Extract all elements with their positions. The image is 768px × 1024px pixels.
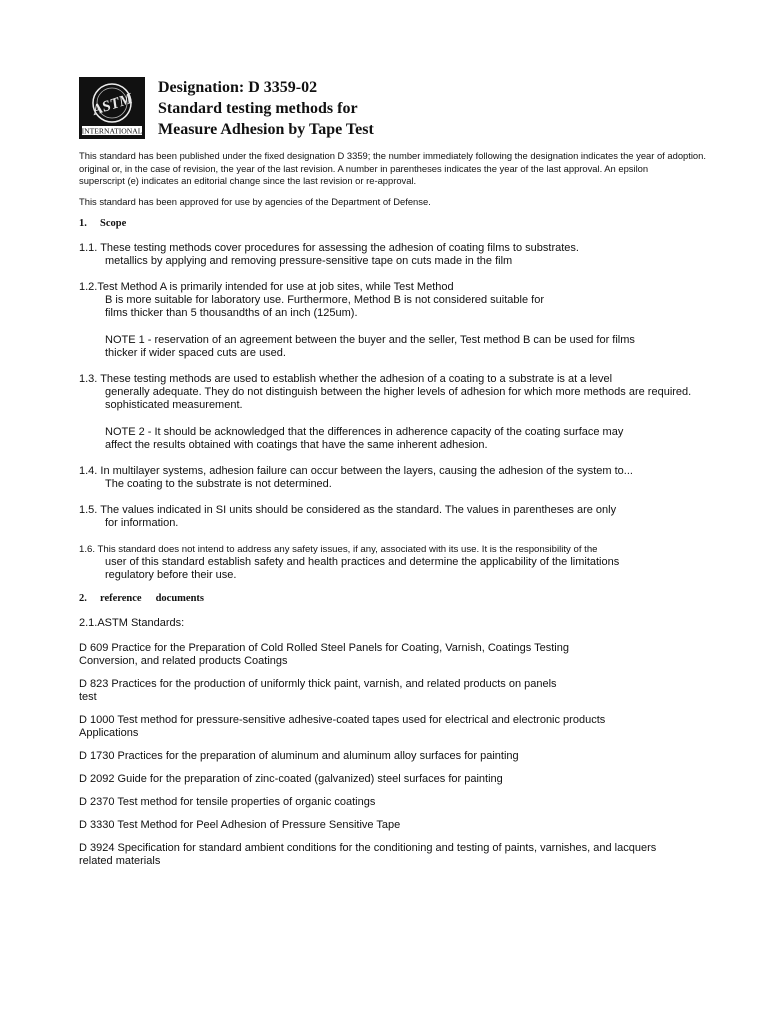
- text-line: films thicker than 5 thousandths of an inch (125um).: [105, 307, 358, 319]
- text-line: Conversion, and related products Coatings: [79, 655, 288, 667]
- text-line: generally adequate. They do not distinguish between the higher levels of adhesion for which more methods are required.: [105, 386, 692, 398]
- paragraph-1-6: [79, 543, 694, 582]
- text-line: D 823 Practices for the production of uniformly thick paint, varnish, and related products on panels: [79, 678, 557, 690]
- reference-d3924: [79, 842, 694, 868]
- section-number: 1.: [79, 218, 87, 229]
- text-line: regulatory before their use.: [105, 569, 237, 581]
- subsection-2-1: 2.1.ASTM Standards:: [79, 617, 185, 629]
- text-line: B is more suitable for laboratory use. Furthermore, Method B is not considered suitable for: [105, 294, 544, 306]
- note-1: [79, 334, 694, 360]
- designation: Designation: D 3359-02: [158, 79, 318, 96]
- reference-d3330: D 3330 Test Method for Peel Adhesion of Pressure Sensitive Tape: [79, 819, 401, 831]
- paragraph-1-5: [79, 504, 694, 530]
- text-line: sophisticated measurement.: [105, 399, 243, 411]
- intro-line: superscript (e) indicates an editorial change since the last revision or re-approval.: [79, 175, 417, 186]
- text-line: D 609 Practice for the Preparation of Cold Rolled Steel Panels for Coating, Varnish, Coatings Testing: [79, 642, 569, 654]
- text-line: NOTE 2 - It should be acknowledged that the differences in adherence capacity of the coating surface may: [105, 426, 624, 438]
- text-line: user of this standard establish safety and health practices and determine the applicability of the limitations: [105, 556, 620, 568]
- intro-line: original or, in the case of revision, the year of the last revision. A number in parentheses indicates the year of the last approval. An epsilon: [79, 162, 649, 174]
- section-title-word: reference: [100, 593, 142, 604]
- intro-paragraph: [79, 150, 706, 188]
- paragraph-1-2: [79, 281, 694, 320]
- section-number: 2.: [79, 593, 87, 604]
- note-2: [79, 426, 694, 452]
- section-2-heading: [79, 593, 694, 604]
- text-line: D 1000 Test method for pressure-sensitive adhesive-coated tapes used for electrical and electronic products: [79, 714, 606, 726]
- section-1-heading: [79, 218, 694, 229]
- dod-statement: This standard has been approved for use by agencies of the Department of Defense.: [79, 195, 431, 207]
- text-line: 1.1. These testing methods cover procedures for assessing the adhesion of coating films to substrates.: [79, 242, 579, 254]
- paragraph-1-4: [79, 465, 694, 491]
- reference-d1000: [79, 714, 694, 740]
- reference-d1730: D 1730 Practices for the preparation of aluminum and aluminum alloy surfaces for painting: [79, 750, 519, 762]
- reference-d2092: D 2092 Guide for the preparation of zinc-coated (galvanized) steel surfaces for painting: [79, 773, 503, 785]
- text-line: affect the results obtained with coatings that have the same inherent adhesion.: [105, 439, 488, 451]
- text-line: 1.5. The values indicated in SI units should be considered as the standard. The values in parentheses are only: [79, 504, 617, 516]
- text-line: thicker if wider spaced cuts are used.: [105, 347, 286, 359]
- text-line: The coating to the substrate is not determined.: [105, 478, 332, 490]
- text-line: test: [79, 691, 97, 703]
- text-line: Applications: [79, 727, 139, 739]
- paragraph-1-3: [79, 373, 694, 412]
- reference-d2370: D 2370 Test method for tensile properties of organic coatings: [79, 796, 376, 808]
- text-line: D 3924 Specification for standard ambient conditions for the conditioning and testing of paints, varnishes, and lacquers: [79, 842, 657, 854]
- logo-banner-text: INTERNATIONAL: [81, 126, 143, 136]
- document-title-block: [158, 77, 374, 140]
- astm-logo-icon: [79, 77, 145, 139]
- text-line: 1.6. This standard does not intend to address any safety issues, if any, associated with its use. It is the responsibility of the: [79, 544, 598, 555]
- intro-line: This standard has been published under the fixed designation D 3359; the number immediately following the designation indicates the year of adoption.: [79, 150, 706, 161]
- text-line: 1.3. These testing methods are used to establish whether the adhesion of a coating to a substrate is at a level: [79, 373, 613, 385]
- text-line: related materials: [79, 855, 161, 867]
- section-title: Scope: [100, 218, 127, 229]
- paragraph-1-1: [79, 242, 694, 268]
- astm-logo: [79, 77, 145, 139]
- reference-d823: [79, 678, 694, 704]
- title-line-2: Measure Adhesion by Tape Test: [158, 121, 374, 138]
- logo-text: ASTM: [90, 90, 135, 119]
- reference-d609: [79, 642, 694, 668]
- text-line: metallics by applying and removing pressure-sensitive tape on cuts made in the film: [105, 255, 513, 267]
- section-title-word: documents: [155, 593, 205, 604]
- title-line-1: Standard testing methods for: [158, 100, 358, 117]
- text-line: 1.2.Test Method A is primarily intended for use at job sites, while Test Method: [79, 281, 454, 293]
- text-line: for information.: [105, 517, 179, 529]
- text-line: NOTE 1 - reservation of an agreement between the buyer and the seller, Test method B can be used for films: [105, 334, 635, 346]
- text-line: 1.4. In multilayer systems, adhesion failure can occur between the layers, causing the adhesion of the system to...: [79, 465, 633, 477]
- document-body: [79, 150, 706, 868]
